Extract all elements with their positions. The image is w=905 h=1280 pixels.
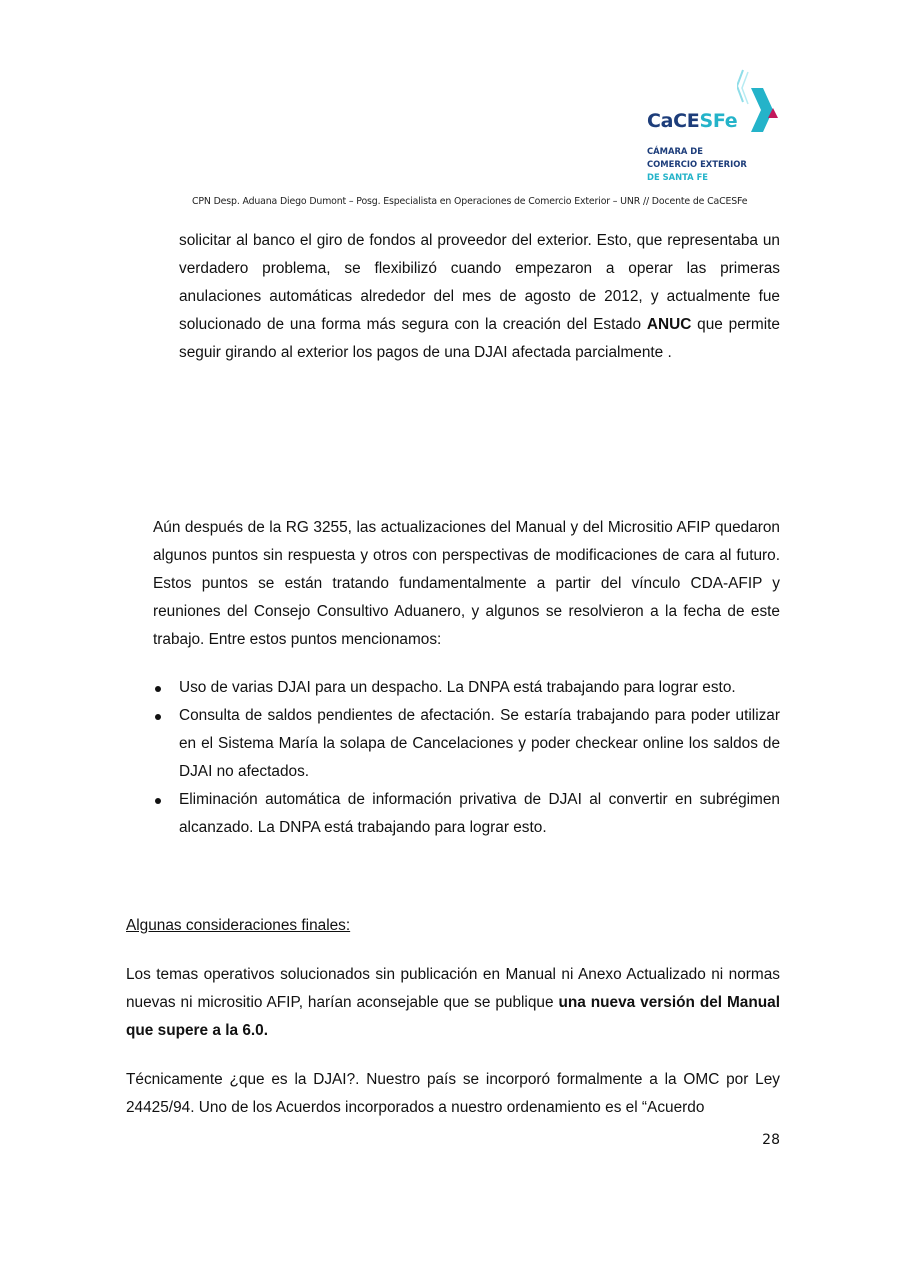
- logo-wordmark: CaCESFe: [647, 110, 738, 132]
- chevron-logo-icon: [737, 68, 781, 134]
- bullet-icon: [155, 714, 161, 720]
- bullet-icon: [155, 686, 161, 692]
- paragraph-rg3255: Aún después de la RG 3255, las actualizaciones del Manual y del Micrositio AFIP quedaron algunos puntos sin respuesta y otros con perspectivas de modificaciones de cara al futuro. Estos puntos se están tratando fundamentalmente a partir del vínculo CDA-AFIP y reuniones del Consejo Consultivo Aduanero, y algunos se resolvieron a la fecha de este trabajo. Entre estos puntos mencionamos:: [153, 519, 780, 648]
- page-number: 28: [762, 1132, 780, 1148]
- pending-points-list: [153, 674, 780, 842]
- logo-subtitle-line-1: CÁMARA DE: [647, 146, 703, 156]
- bold-new-manual-version: una nueva versión del Manual que supere a la 6.0.: [126, 994, 780, 1039]
- paragraph-anuc: solicitar al banco el giro de fondos al proveedor del exterior. Esto, que representaba un verdadero problema, se flexibilizó cuando empezaron a operar las primeras anulaciones automáticas alrededor del mes de agosto de 2012, y actualmente fue solucionado de una forma más segura con la creación del Estado ANUC que permite seguir girando al exterior los pagos de una DJAI afectada parcialmente .: [179, 232, 780, 361]
- list-item: Consulta de saldos pendientes de afectación. Se estaría trabajando para poder utilizar en el Sistema María la solapa de Cancelaciones y poder checkear online los saldos de DJAI no afectados.: [153, 702, 780, 786]
- page-header-author-line: CPN Desp. Aduana Diego Dumont – Posg. Especialista en Operaciones de Comercio Exterior – UNR // Docente de CaCESFe: [192, 196, 748, 207]
- bold-anuc: ANUC: [646, 316, 692, 333]
- logo-subtitle-line-3: DE SANTA FE: [647, 172, 709, 182]
- logo-subtitle-line-2: COMERCIO EXTERIOR: [647, 159, 747, 169]
- paragraph-what-is-djai: Técnicamente ¿que es la DJAI?. Nuestro país se incorporó formalmente a la OMC por Ley 24425/94. Uno de los Acuerdos incorporados a nuestro ordenamiento es el “Acuerdo: [126, 1071, 780, 1116]
- bullet-icon: [155, 798, 161, 804]
- list-item: Uso de varias DJAI para un despacho. La DNPA está trabajando para lograr esto.: [153, 674, 780, 702]
- list-item: Eliminación automática de información privativa de DJAI al convertir en subrégimen alcanzado. La DNPA está trabajando para lograr esto.: [153, 786, 780, 842]
- section-heading-final-considerations: Algunas consideraciones finales:: [126, 917, 351, 934]
- cacesfe-logo: [645, 68, 785, 188]
- paragraph-manual-version: Los temas operativos solucionados sin publicación en Manual ni Anexo Actualizado ni normas nuevas ni micrositio AFIP, harían aconsejable que se publique una nueva versión del Manual que supere a la 6.0.: [126, 966, 780, 1039]
